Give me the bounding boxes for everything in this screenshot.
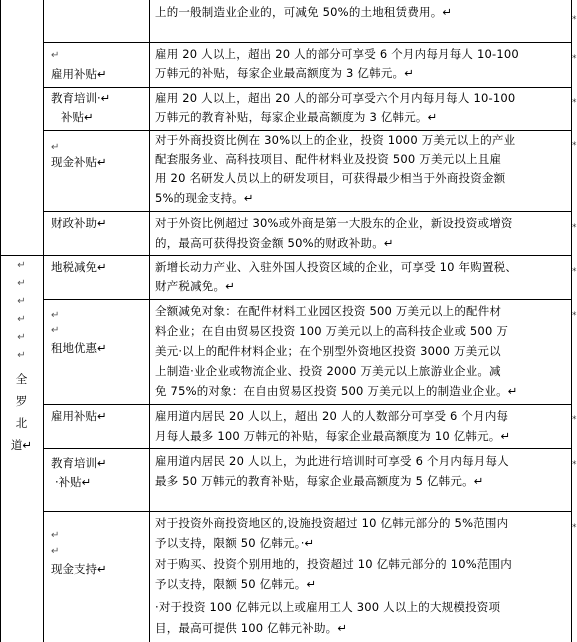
cell-text: ·对于投资 100 亿韩元以上或雇用工人 300 人以上的大规模投资项 bbox=[155, 600, 501, 614]
label-line: ↵ bbox=[51, 50, 60, 61]
table-rule bbox=[43, 87, 572, 88]
cell-text: 对于投资外商投资地区的,设施投资超过 10 亿韩元部分的 5%范围内 bbox=[155, 516, 509, 530]
table-rule bbox=[43, 404, 572, 405]
row-end-mark: ⁎ bbox=[572, 457, 577, 467]
row-label bbox=[51, 89, 110, 127]
table-border bbox=[149, 0, 150, 642]
row-end-mark: ⁎ bbox=[572, 412, 577, 422]
table-rule bbox=[43, 211, 572, 212]
label-line: 教育培训·↵ bbox=[51, 91, 111, 105]
cell-text: 用 20 名研发人员以上的研发项目，可获得最少相当于外商投资金额 bbox=[155, 171, 506, 185]
label-line: 现金支持↵ bbox=[51, 562, 107, 576]
cell-text: 对于外资比例超过 30%或外商是第一大股东的企业，新设投资或增资 bbox=[155, 216, 513, 230]
cell-text: 上的一般制造业企业的，可减免 50%的土地租赁费用。↵ bbox=[155, 5, 453, 19]
cell-text: 上制造·业企业或物流企业、投资 2000 万美元以上旅游业企业。减 bbox=[155, 364, 501, 378]
label-line: 教育培训↵ bbox=[51, 456, 107, 470]
cell-text: 雇用道内居民 20 人以上，为此进行培训时可享受 6 个月内每月每人 bbox=[155, 454, 509, 468]
paragraph-mark: ↵ bbox=[17, 350, 26, 361]
label-line: 财政补助↵ bbox=[51, 216, 107, 230]
table-border bbox=[43, 0, 44, 642]
paragraph-mark: ↵ bbox=[17, 278, 26, 289]
row-end-mark: ⁎ bbox=[572, 220, 577, 230]
row-end-mark: ⁎ bbox=[572, 138, 577, 148]
cell-text: 美元·以上的配件材料企业；在个别型外资地区投资 3000 万美元以 bbox=[155, 344, 501, 358]
label-line: 雇用补贴↵ bbox=[51, 409, 107, 423]
paragraph-mark: ↵ bbox=[17, 314, 26, 325]
cell-text: 雇用 20 人以上，超出 20 人的部分可享受六个月内每月每人 10-100 bbox=[155, 91, 516, 105]
label-line: 雇用补贴↵ bbox=[51, 67, 107, 81]
paragraph-mark: ↵ bbox=[17, 260, 26, 271]
label-line: ↵ bbox=[51, 325, 60, 336]
row-label bbox=[51, 454, 107, 492]
cell-text: 全额减免对象：在配件材料工业园区投资 500 万美元以上的配件材 bbox=[155, 304, 502, 318]
row-end-mark: ⁎ bbox=[572, 308, 577, 318]
row-end-mark: ⁎ bbox=[572, 264, 577, 274]
table-rule bbox=[0, 255, 572, 256]
cell-text: 料企业；在自由贸易区投资 100 万美元以上的高科技企业或 500 万 bbox=[155, 324, 509, 338]
cell-text: 予以支持，限额 50 亿韩元。·↵ bbox=[155, 536, 315, 550]
cell-text: 目，最高可提供 100 亿韩元补助。↵ bbox=[155, 621, 348, 635]
cell-text: 配套服务业、高科技项目、配件材料业及投资 500 万美元以上且雇 bbox=[155, 152, 502, 166]
cell-text: 雇用 20 人以上，超出 20 人的部分可享受 6 个月内每月每人 10-100 bbox=[155, 47, 519, 61]
table-rule bbox=[43, 448, 572, 449]
cell-text: 5%的现金支持。↵ bbox=[155, 191, 254, 205]
row-label bbox=[51, 214, 107, 233]
row-label bbox=[51, 407, 107, 426]
region-name-char: 全 bbox=[15, 372, 28, 386]
label-line: ·补贴↵ bbox=[55, 475, 92, 489]
region-name-char: 罗 bbox=[15, 394, 28, 408]
label-line: 补贴↵ bbox=[61, 110, 94, 124]
row-label bbox=[51, 306, 107, 358]
label-line: ↵ bbox=[51, 310, 60, 321]
table-rule bbox=[43, 42, 572, 43]
table-rule bbox=[43, 299, 572, 300]
cell-text: 财产税减免。↵ bbox=[155, 279, 236, 293]
region-name-char: 道↵ bbox=[10, 438, 33, 452]
label-line: 现金补贴↵ bbox=[51, 155, 107, 169]
label-line: ↵ bbox=[51, 530, 60, 541]
region-cell bbox=[0, 260, 43, 456]
cell-text: 最多 50 万韩元的教育补贴，每家企业最高额度为 5 亿韩元。↵ bbox=[155, 474, 484, 488]
row-label bbox=[51, 258, 107, 277]
row-label bbox=[51, 526, 107, 579]
row-label bbox=[51, 46, 107, 84]
cell-text: 新增长动力产业、入驻外国人投资区域的企业，可享受 10 年购置税、 bbox=[155, 260, 518, 274]
cell-text: 月每人最多 100 万韩元的补贴，每家企业最高额度为 10 亿韩元。↵ bbox=[155, 429, 511, 443]
cell-text: 雇用道内居民 20 人以上，超出 20 人的人数部分可享受 6 个月内每 bbox=[155, 409, 509, 423]
region-name-char: 北 bbox=[15, 416, 28, 430]
paragraph-mark: ↵ bbox=[17, 296, 26, 307]
label-line: 地税减免↵ bbox=[51, 260, 107, 274]
cell-text: 予以支持，限额 50 亿韩元。↵ bbox=[155, 577, 317, 591]
row-label bbox=[51, 138, 107, 172]
row-end-mark: ⁎ bbox=[572, 95, 577, 105]
label-line: ↵ bbox=[51, 546, 60, 557]
cell-text: 万韩元的补贴，每家企业最高额度为 3 亿韩元。↵ bbox=[155, 66, 415, 80]
cell-text: 万韩元的教育补贴，每家企业最高额度为 3 亿韩元。↵ bbox=[155, 110, 438, 124]
table-rule bbox=[43, 511, 572, 512]
cell-text: 的，最高可获得投资金额 50%的财政补助。↵ bbox=[155, 236, 394, 250]
label-line: ↵ bbox=[51, 142, 60, 153]
label-line: 租地优惠↵ bbox=[51, 341, 107, 355]
cell-text: 免 75%的对象：在自由贸易区投资 500 万美元以上的制造业企业。↵ bbox=[155, 384, 518, 398]
row-end-mark: ⁎ bbox=[572, 520, 577, 530]
row-end-mark: ⁎ bbox=[572, 12, 577, 22]
cell-text: 对于外商投资比例在 30%以上的企业，投资 1000 万美元以上的产业 bbox=[155, 133, 516, 147]
paragraph-mark: ↵ bbox=[17, 332, 26, 343]
row-end-mark: ⁎ bbox=[572, 51, 577, 61]
cell-text: 对于购买、投资个别用地的，投资超过 10 亿韩元部分的 10%范围内 bbox=[155, 557, 512, 571]
